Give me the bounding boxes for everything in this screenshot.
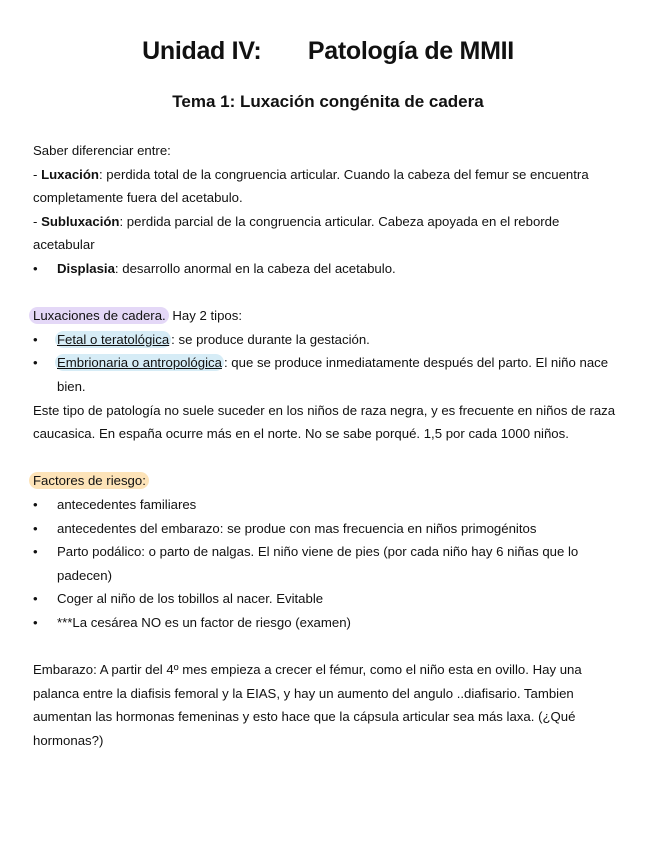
- factor-item-text: Coger al niño de los tobillos al nacer. Evitable: [57, 591, 324, 607]
- embrionaria-text: : que se produce inmediatamente después del parto. El niño nace bien.: [57, 355, 609, 394]
- document-body: [33, 139, 623, 752]
- term-embrionaria: Embrionaria o antropológica: [57, 355, 222, 371]
- bullet-marker: •: [33, 591, 38, 607]
- definition-luxacion-text: : perdida total de la congruencia articular. Cuando la cabeza del femur se encuentra completamente fuera del acetabulo.: [33, 166, 589, 206]
- factor-item-text: ***La cesárea NO es un factor de riesgo (examen): [57, 614, 351, 630]
- term-subluxacion: Subluxación: [41, 213, 120, 229]
- fetal-text: : se produce durante la gestación.: [171, 331, 370, 347]
- embarazo-paragraph: Embarazo: A partir del 4º mes empieza a crecer el fémur, como el niño esta en ovillo. Hay una palanca entre la diafisis femoral y la EIAS, y hay un aumento del angulo ..diafisario. Tambien aumentan las hormonas femeninas y esto hace que la cápsula articular sea más laxa. (¿Qué hormonas?): [33, 662, 582, 748]
- bullet-marker: •: [33, 496, 38, 512]
- definition-displasia-text: : desarrollo anormal en la cabeza del acetabulo.: [114, 260, 396, 276]
- term-displasia: Displasia: [57, 260, 115, 276]
- factor-item: [33, 587, 623, 611]
- luxaciones-heading-line: [33, 304, 623, 328]
- definition-subluxacion: - Subluxación: perdida parcial de la congruencia articular. Cabeza apoyada en el reborde acetabular: [33, 213, 560, 253]
- definition-displasia: [33, 257, 623, 281]
- luxaciones-heading-rest: Hay 2 tipos:: [168, 308, 243, 324]
- luxacion-type-fetal: [33, 328, 623, 352]
- bullet-marker: •: [33, 520, 38, 536]
- factor-item: [33, 493, 623, 517]
- bullet-marker: •: [33, 614, 38, 630]
- luxaciones-paragraph: Este tipo de patología no suele suceder en los niños de raza negra, y es frecuente en niños de raza caucasica. En españa ocurre más en el norte. No se sabe porqué. 1,5 por cada 1000 niños.: [33, 402, 616, 442]
- page-subtitle: Tema 1: Luxación congénita de cadera: [172, 92, 484, 111]
- bullet-marker: •: [33, 544, 38, 560]
- factor-item-text: Parto podálico: o parto de nalgas. El niño viene de pies (por cada niño hay 6 niñas que lo padecen): [57, 544, 579, 583]
- factores-heading-line: [33, 469, 623, 493]
- bullet-marker: •: [33, 331, 38, 347]
- factores-heading: Factores de riesgo:: [29, 472, 149, 489]
- factor-item: [33, 517, 623, 541]
- factor-item: [33, 611, 623, 635]
- factor-item: [33, 540, 623, 587]
- definition-subluxacion-text: : perdida parcial de la congruencia articular. Cabeza apoyada en el reborde acetabular: [33, 213, 560, 253]
- intro-text: Saber diferenciar entre:: [33, 143, 171, 158]
- luxacion-type-embrionaria: [33, 351, 623, 398]
- term-fetal: Fetal o teratológica: [57, 331, 170, 347]
- definition-luxacion: - Luxación: perdida total de la congruencia articular. Cuando la cabeza del femur se encuentra completamente fuera del acetabulo.: [33, 166, 589, 206]
- factor-item-text: antecedentes del embarazo: se produe con mas frecuencia en niños primogénitos: [57, 520, 537, 536]
- term-luxacion: Luxación: [41, 166, 99, 182]
- factor-item-text: antecedentes familiares: [57, 496, 197, 512]
- bullet-marker: •: [33, 355, 38, 371]
- bullet-marker: •: [33, 260, 38, 276]
- luxaciones-heading: Luxaciones de cadera.: [29, 307, 169, 324]
- page-title: Unidad IV: Patología de MMII: [142, 37, 514, 65]
